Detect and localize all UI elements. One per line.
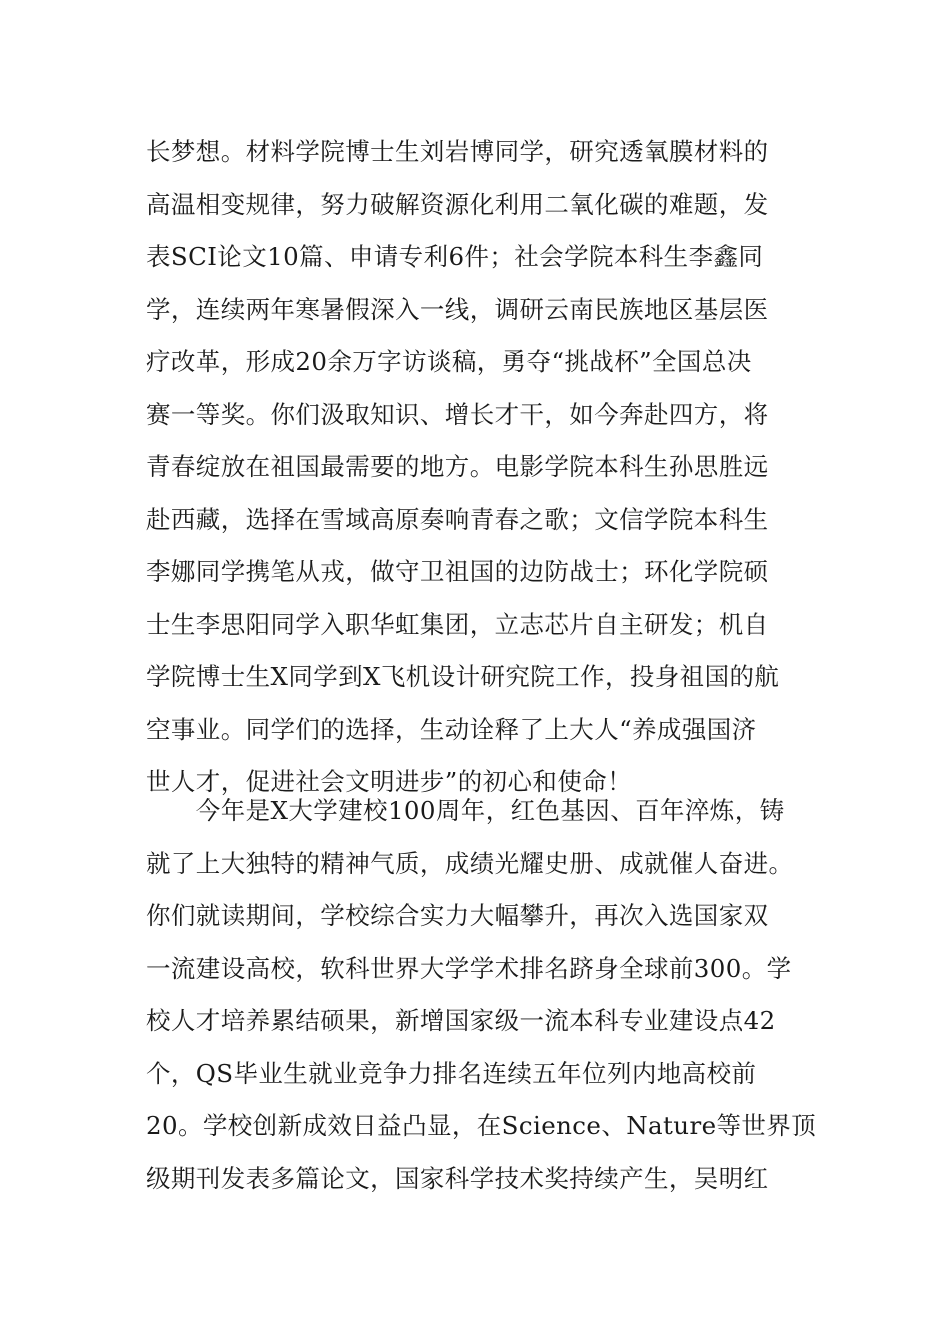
text-line: 空事业。同学们的选择，生动诠释了上大人“养成强国济 bbox=[146, 714, 757, 744]
text-line: 士生李思阳同学入职华虹集团，立志芯片自主研发；机自 bbox=[146, 609, 769, 639]
text-line: 高温相变规律，努力破解资源化利用二氧化碳的难题，发 bbox=[146, 189, 769, 219]
text-line: 疗改革，形成20余万字访谈稿，勇夺“挑战杯”全国总决 bbox=[146, 347, 752, 376]
text-line: 级期刊发表多篇论文，国家科学技术奖持续产生，吴明红 bbox=[146, 1163, 769, 1193]
text-line: 今年是X大学建校100周年，红色基因、百年淬炼，铸 bbox=[146, 796, 785, 825]
text-line: 校人才培养累结硕果，新增国家级一流本科专业建设点42 bbox=[146, 1006, 776, 1035]
text-line: 表SCI论文10篇、申请专利6件；社会学院本科生李鑫同 bbox=[146, 242, 764, 271]
paragraph bbox=[146, 785, 817, 1205]
text-line: 20。学校创新成效日益凸显，在Science、Nature等世界顶 bbox=[146, 1111, 817, 1140]
text-line: 赴西藏，选择在雪域高原奏响青春之歌；文信学院本科生 bbox=[146, 504, 769, 534]
text-line: 长梦想。材料学院博士生刘岩博同学，研究透氧膜材料的 bbox=[146, 137, 769, 166]
text-line: 世人才，促进社会文明进步”的初心和使命！ bbox=[146, 767, 633, 796]
text-line: 学院博士生X同学到X飞机设计研究院工作，投身祖国的航 bbox=[146, 662, 780, 691]
text-line: 学，连续两年寒暑假深入一线，调研云南民族地区基层医 bbox=[146, 294, 769, 324]
paragraph bbox=[146, 126, 806, 809]
text-line: 赛一等奖。你们汲取知识、增长才干，如今奔赴四方，将 bbox=[146, 399, 769, 429]
text-line: 一流建设高校，软科世界大学学术排名跻身全球前300。学 bbox=[146, 953, 792, 983]
text-line: 就了上大独特的精神气质，成绩光耀史册、成就催人奋进。 bbox=[146, 848, 794, 878]
text-line: 李娜同学携笔从戎，做守卫祖国的边防战士；环化学院硕 bbox=[146, 557, 769, 586]
text-line: 你们就读期间，学校综合实力大幅攀升，再次入选国家双 bbox=[146, 901, 769, 930]
text-line: 青春绽放在祖国最需要的地方。电影学院本科生孙思胜远 bbox=[146, 452, 769, 481]
text-line: 个，QS毕业生就业竞争力排名连续五年位列内地高校前 bbox=[146, 1058, 757, 1088]
